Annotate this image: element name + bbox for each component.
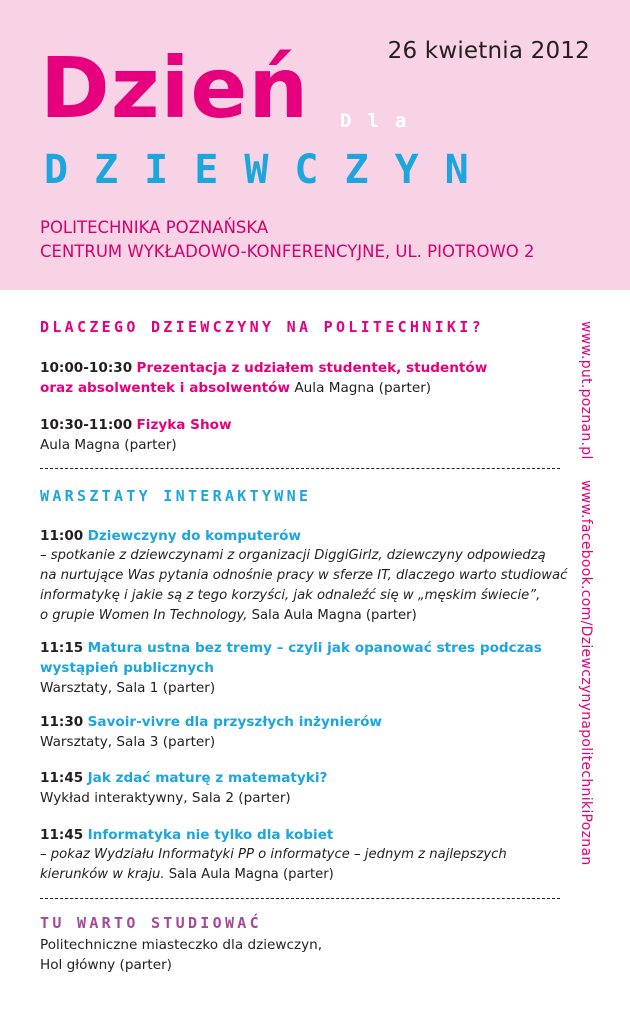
entry-time: 10:00-10:30	[40, 360, 133, 376]
title-dziewczyn: DZIEWCZYN	[44, 147, 495, 193]
entry-title: Jak zdać maturę z matematyki?	[87, 770, 328, 786]
schedule-entry	[40, 712, 560, 752]
schedule-entry	[40, 638, 560, 698]
entry-time: 11:45	[40, 827, 84, 843]
entry-description: kierunków w kraju.	[40, 867, 165, 882]
entry-time: 11:45	[40, 770, 84, 786]
entry-location: Warsztaty, Sala 1 (parter)	[40, 680, 216, 696]
entry-title: Savoir-vivre dla przyszłych inżynierów	[87, 714, 382, 730]
title-dla: Dla	[340, 110, 423, 132]
entry-time: 11:15	[40, 640, 84, 656]
entry-title: Matura ustna bez tremy – czyli jak opanować stres podczas	[87, 640, 542, 656]
schedule-entry	[40, 526, 568, 626]
entry-description: na nurtujące Was pytania odnośnie pracy w sferze IT, dlaczego warto studiować	[40, 568, 568, 583]
entry-description: o grupie Women In Technology,	[40, 608, 248, 623]
entry-time: 11:30	[40, 714, 84, 730]
entry-title-cont: oraz absolwentek i absolwentów	[40, 380, 291, 396]
entry-title: Prezentacja z udziałem studentek, studentów	[136, 360, 488, 376]
section-title-warsztaty: WARSZTATY INTERAKTYWNE	[40, 487, 312, 505]
section-title-tu-warto: TU WARTO STUDIOWAĆ	[40, 914, 262, 932]
entry-description: informatykę i jakie są z tego korzyści, jak odnaleźć się w „męskim świecie”,	[40, 588, 541, 603]
header-banner	[0, 0, 630, 290]
entry-time: 11:00	[40, 528, 84, 544]
schedule-entry	[40, 358, 560, 398]
organizer-info	[40, 216, 535, 264]
entry-location: Wykład interaktywny, Sala 2 (parter)	[40, 790, 291, 806]
entry-description: – pokaz Wydziału Informatyki PP o informatyce – jednym z najlepszych	[40, 847, 507, 862]
entry-location: Warsztaty, Sala 3 (parter)	[40, 734, 216, 750]
campus-location: Hol główny (parter)	[40, 957, 172, 973]
org-name: POLITECHNIKA POZNAŃSKA	[40, 218, 269, 237]
entry-title: Informatyka nie tylko dla kobiet	[87, 827, 334, 843]
section-divider	[40, 468, 560, 469]
sidebar-links	[578, 321, 594, 882]
entry-location: Sala Aula Magna (parter)	[251, 608, 417, 623]
entry-description: – spotkanie z dziewczynami z organizacji DiggiGirlz, dziewczyny odpowiedzą	[40, 548, 546, 563]
entry-time: 10:30-11:00	[40, 417, 133, 433]
org-address: CENTRUM WYKŁADOWO-KONFERENCYJNE, UL. PIOTROWO 2	[40, 242, 535, 261]
schedule-entry	[40, 415, 560, 455]
section-divider	[40, 898, 560, 899]
entry-title-cont: wystąpień publicznych	[40, 660, 214, 676]
event-date: 26 kwietnia 2012	[387, 38, 590, 64]
title-dzien: Dzień	[40, 39, 310, 137]
entry-location: Sala Aula Magna (parter)	[168, 867, 334, 882]
campus-info	[40, 935, 560, 975]
schedule-entry	[40, 768, 560, 808]
schedule-entry	[40, 825, 560, 885]
section-title-dlaczego: DLACZEGO DZIEWCZYNY NA POLITECHNIKI?	[40, 318, 484, 336]
entry-location: Aula Magna (parter)	[294, 380, 432, 396]
entry-title: Dziewczyny do komputerów	[87, 528, 302, 544]
entry-location: Aula Magna (parter)	[40, 437, 177, 453]
campus-line: Politechniczne miasteczko dla dziewczyn,	[40, 937, 323, 953]
website-link[interactable]: www.put.poznan.pl	[578, 321, 594, 460]
facebook-link[interactable]: www.facebook.com/DziewczynynapolitechnikiPoznan	[578, 480, 594, 866]
entry-title: Fizyka Show	[136, 417, 232, 433]
